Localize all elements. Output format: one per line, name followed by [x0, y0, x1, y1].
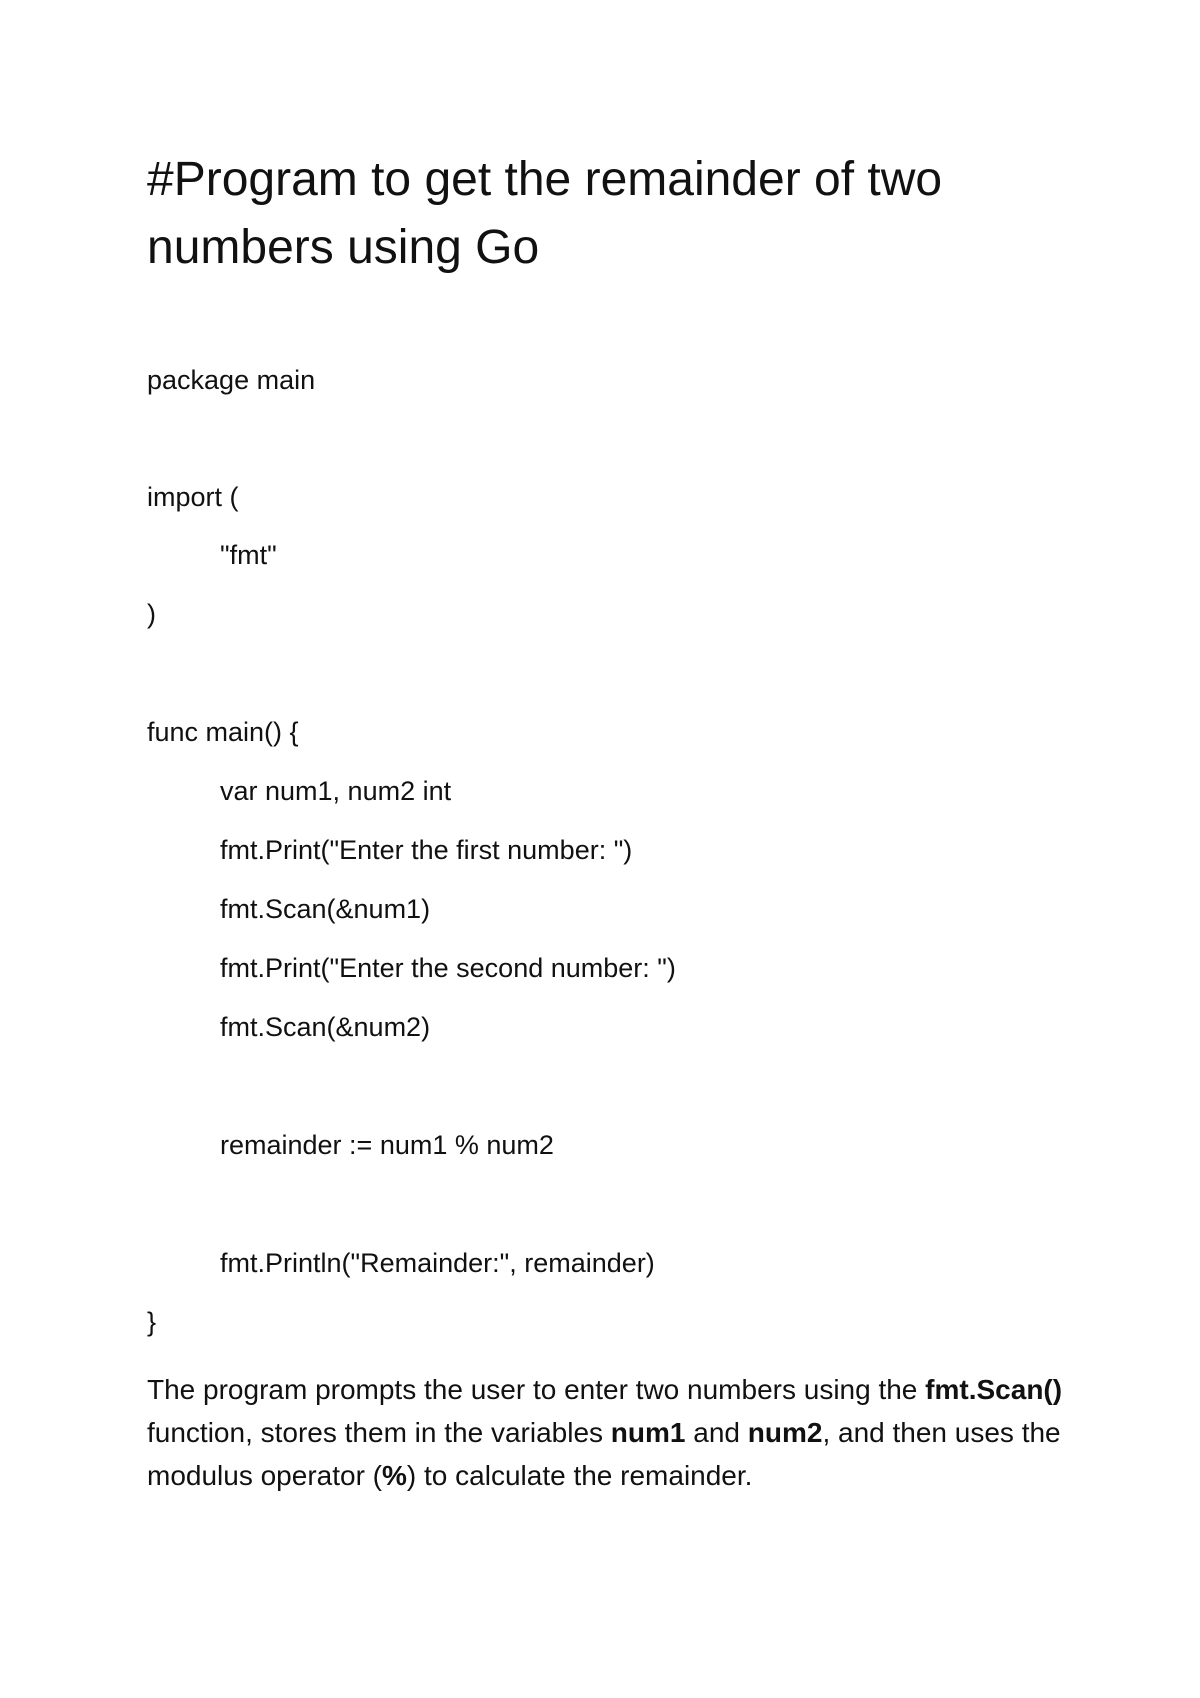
document-title: #Program to get the remainder of two numbers using Go [147, 153, 943, 274]
code-line-func-close: } [147, 1307, 157, 1337]
code-line-println: fmt.Println("Remainder:", remainder) [220, 1248, 655, 1278]
explanation-text-4: , and then uses the modulus operator ( [147, 1417, 1061, 1491]
explanation-paragraph [147, 1368, 1077, 1497]
code-line-package: package main [147, 365, 316, 395]
explanation-text-2: function, stores them in the variables [147, 1417, 611, 1448]
explanation-bold-fmt-scan: fmt.Scan() [925, 1374, 1063, 1405]
explanation-text-3: and [685, 1417, 748, 1448]
explanation-bold-num1: num1 [610, 1417, 686, 1448]
explanation-text-1: The program prompts the user to enter two numbers using the [147, 1374, 926, 1405]
code-line-import-close: ) [147, 599, 156, 629]
explanation-bold-num2: num2 [747, 1417, 823, 1448]
code-line-func-open: func main() { [147, 717, 299, 747]
code-line-scan-first: fmt.Scan(&num1) [220, 894, 431, 924]
code-line-import-fmt: "fmt" [220, 540, 277, 570]
code-line-var-decl: var num1, num2 int [220, 776, 452, 806]
code-line-print-first: fmt.Print("Enter the first number: ") [220, 835, 633, 865]
code-line-scan-second: fmt.Scan(&num2) [220, 1012, 431, 1042]
explanation-text-5: ) to calculate the remainder. [406, 1460, 753, 1491]
code-line-import-open: import ( [147, 482, 239, 512]
explanation-bold-percent: % [382, 1460, 407, 1491]
code-line-print-second: fmt.Print("Enter the second number: ") [220, 953, 676, 983]
code-line-remainder: remainder := num1 % num2 [220, 1130, 554, 1160]
